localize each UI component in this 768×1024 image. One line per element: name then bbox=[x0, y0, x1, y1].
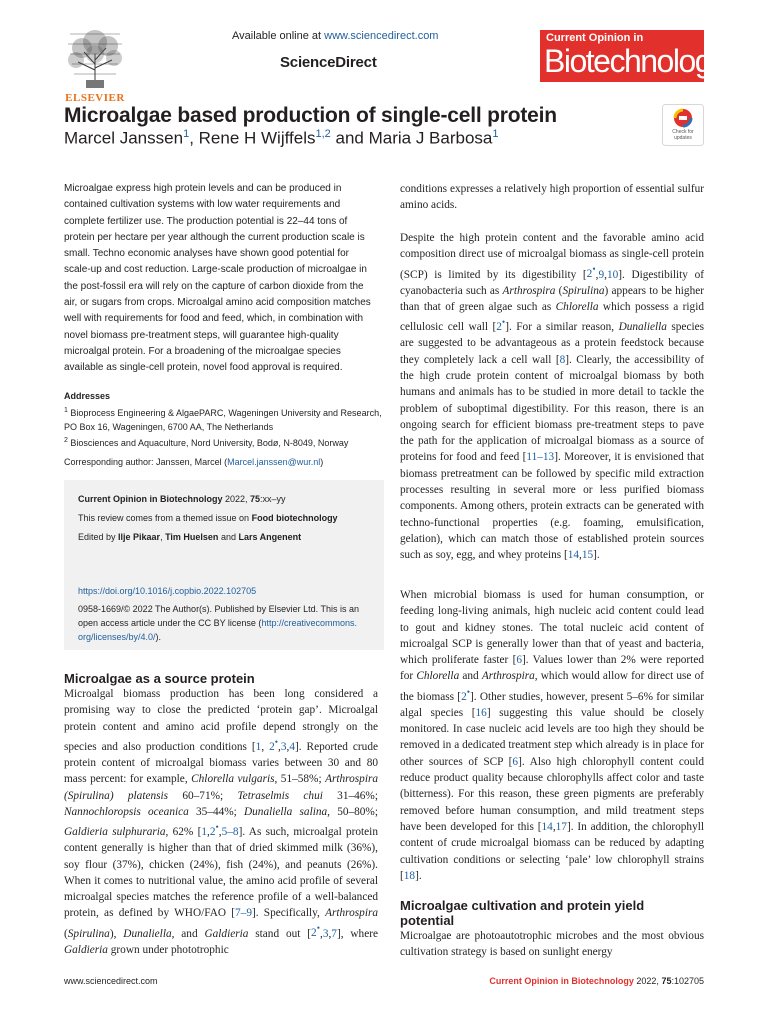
author-3: Maria J Barbosa bbox=[368, 128, 493, 148]
platform-name: ScienceDirect bbox=[280, 54, 377, 71]
publisher-name: ELSEVIER bbox=[65, 92, 125, 104]
journal-banner-main: Biotechnology bbox=[544, 43, 726, 79]
check-for-updates-label: Check for updates bbox=[672, 129, 694, 141]
right-col-para-3: When microbial biomass is used for human consumption, or feeding long-living animals, high nucleic acid content could lead to gout and kidney stones. The total nucleic acid content of microalgal SCP is generally lower than that of yeast and bacteria, which proliferate faster [6]. Values lower than 2% were reported for Chlorella and Arthrospira, which would allow for direct use of the biomass [2•]. Other studies, however, present 5–6% for similar algal species [16] suggesting this value should be closely monitored. In case nucleic acid levels are too high they should be removed in a dedicated treatment step which already is in place for other sources of SCP [6]. Also high chlorophyll content could reduce product quality because chlorophylls affect color and taste (bitterness). For this reason, these green pigments are preferably removed before human consumption, and mild treatment steps have been developed for this [14,17]. In addition, the chlorophyll content of crude microalgal biomass can be reduced by adapting cultivation conditions or selecting ‘pale’ low chlorophyll strains [18]. bbox=[400, 589, 705, 882]
abstract: Microalgae express high protein levels and can be produced in contained cultivation systems with low water requirements and complete fertilizer use. The production potential is 22–44 tons of protein per hectare per year although the current production scale is small. Techno economic analyses have shown good potential for scale-up and cost reduction. Large-scale production of microalgae in the post-fossil era will rely on the capture of carbon dioxide from the air, or sugars from crops. Microalgal amino acid composition matches well with requirements for food and feed, which, in combination with novel biomass pre-treatment steps, will guarantee high-quality microalgal protein. For a broadening of the microalgae species available as single-cell protein, novel food approval is required. bbox=[64, 183, 371, 374]
footer-site[interactable]: www.sciencedirect.com bbox=[64, 976, 158, 986]
right-col-para-2: Despite the high protein content and the favorable amino acid composition direct use of microalgal biomass as single-cell protein (SCP) is limited by its digestibility [2•,9,10]. Digestibility of cyanobacteria such as Arthrospira (Spirulina) appears to be higher than that of green algae such as Chlorella which possess a rigid cellulosic cell wall [2•]. For a similar reason, Dunaliella species are suggested to be advantageous as a protein feedstock because they completely lack a cell wall [8]. Clearly, the accessibility of the high crude protein content of microalgal biomass by both humans and animals has to be studied in more detail to tackle the problem of suboptimal digestibility. For this reason, there is an ongoing search for efficient biomass pre-treatment steps to pave the path for the application of microalgal biomass as a source of proteins for food and feed [11–13]. Moreover, it is envisioned that biomass pretreatment can be followed by specific mild extraction processes resulting in several more or less purified biomass components. Among others, protein extracts can be generated with techno-functional properties (e.g. foaming, emulsification, gelation), which can match those of established protein sources such as soy, egg, and whey proteins [14,15]. bbox=[400, 232, 705, 562]
info-copyright: 0958-1669/© 2022 The Author(s). Published by Elsevier Ltd. This is an open access article under the CC BY license (http://creativecommons. org/licenses/by/4.0/). bbox=[78, 604, 359, 642]
section-heading-2: Microalgae cultivation and protein yield potential bbox=[400, 898, 645, 928]
corresponding-author: Corresponding author: Janssen, Marcel (Marcel.janssen@wur.nl) bbox=[64, 457, 324, 467]
footer-citation: Current Opinion in Biotechnology 2022, 75:102705 bbox=[489, 976, 704, 986]
right-col-para-1: conditions expresses a relatively high proportion of essential sulfur amino acids. bbox=[400, 183, 704, 212]
section-1-text: Microalgal biomass production has been long considered a promising way to close the predicted ‘protein gap’. Microalgal protein content and amino acid profile depend strongly on the species and also production conditions [1, 2•,3,4]. Reported crude protein content of microalgal biomass varies between 30 and 80 mass percent: for example, Chlorella vulgaris, 51–58%; Arthrospira (Spirulina) platensis 60–71%; Tetraselmis chui 31–46%; Nannochloropsis oceanica 35–44%; Dunaliella salina, 50–80%; Galdieria sulphuraria, 62% [1,2•,5–8]. As such, microalgal protein content generally is higher than that of dried skimmed milk (36%), soy flour (37%), chicken (24%), fish (24%), and peanuts (26%). When it comes to nutritional value, the amino acid profile of several microalgal species matches the reference profile of a well-balanced protein, as defined by WHO/FAO [7–9]. Specifically, Arthrospira (Spirulina), Dunaliella, and Galdieria stand out [2•,3,7], where Galdieria grown under phototrophic bbox=[64, 688, 379, 956]
sciencedirect-link[interactable]: www.sciencedirect.com bbox=[324, 30, 439, 42]
license-link[interactable]: http://creativecommons. bbox=[261, 618, 357, 628]
author-2-affil[interactable]: 1,2 bbox=[315, 128, 331, 140]
addresses-heading: Addresses bbox=[64, 391, 111, 401]
journal-banner-top: Current Opinion in bbox=[546, 32, 644, 44]
available-online: Available online at www.sciencedirect.com bbox=[232, 30, 439, 42]
info-doi bbox=[78, 586, 256, 596]
author-2: Rene H Wijffels bbox=[198, 128, 316, 148]
license-link-cont[interactable]: org/licenses/by/4.0/ bbox=[78, 632, 156, 642]
author-email-link[interactable]: Marcel.janssen@wur.nl bbox=[227, 457, 321, 467]
info-box bbox=[64, 480, 384, 650]
check-for-updates-icon[interactable] bbox=[662, 104, 704, 146]
doi-link[interactable]: https://doi.org/10.1016/j.copbio.2022.102705 bbox=[78, 586, 257, 596]
author-3-affil[interactable]: 1 bbox=[492, 128, 499, 140]
journal-banner bbox=[540, 30, 726, 82]
article-title: Microalgae based production of single-cell protein bbox=[64, 104, 557, 127]
author-1-affil[interactable]: 1 bbox=[183, 128, 190, 140]
authors: Marcel Janssen$^1$, Rene H Wijffels$^{1,2}$ and Maria J Barbosa$^1$ bbox=[64, 128, 499, 148]
info-theme: This review comes from a themed issue on Food biotechnology bbox=[78, 513, 338, 523]
section-2-text: Microalgae are photoautotrophic microbes and the most obvious cultivation strategy is based on sunlight energy bbox=[400, 930, 704, 959]
section-heading-1: Microalgae as a source protein bbox=[64, 671, 255, 686]
info-editors: Edited by Ilje Pikaar, Tim Huelsen and Lars Angenent bbox=[78, 532, 302, 542]
author-1: Marcel Janssen bbox=[64, 128, 184, 148]
address-2: $^2$ Biosciences and Aquaculture, Nord University, Bodø, N-8049, Norway bbox=[64, 437, 349, 448]
addresses bbox=[64, 404, 384, 451]
info-citation: Current Opinion in Biotechnology 2022, 75:xx–yy bbox=[78, 494, 286, 504]
address-1: $^1$ Bioprocess Engineering & AlgaePARC, Wageningen University and Research, PO Box 16, Wageningen, 6700 AA, The Netherlands bbox=[64, 407, 382, 432]
